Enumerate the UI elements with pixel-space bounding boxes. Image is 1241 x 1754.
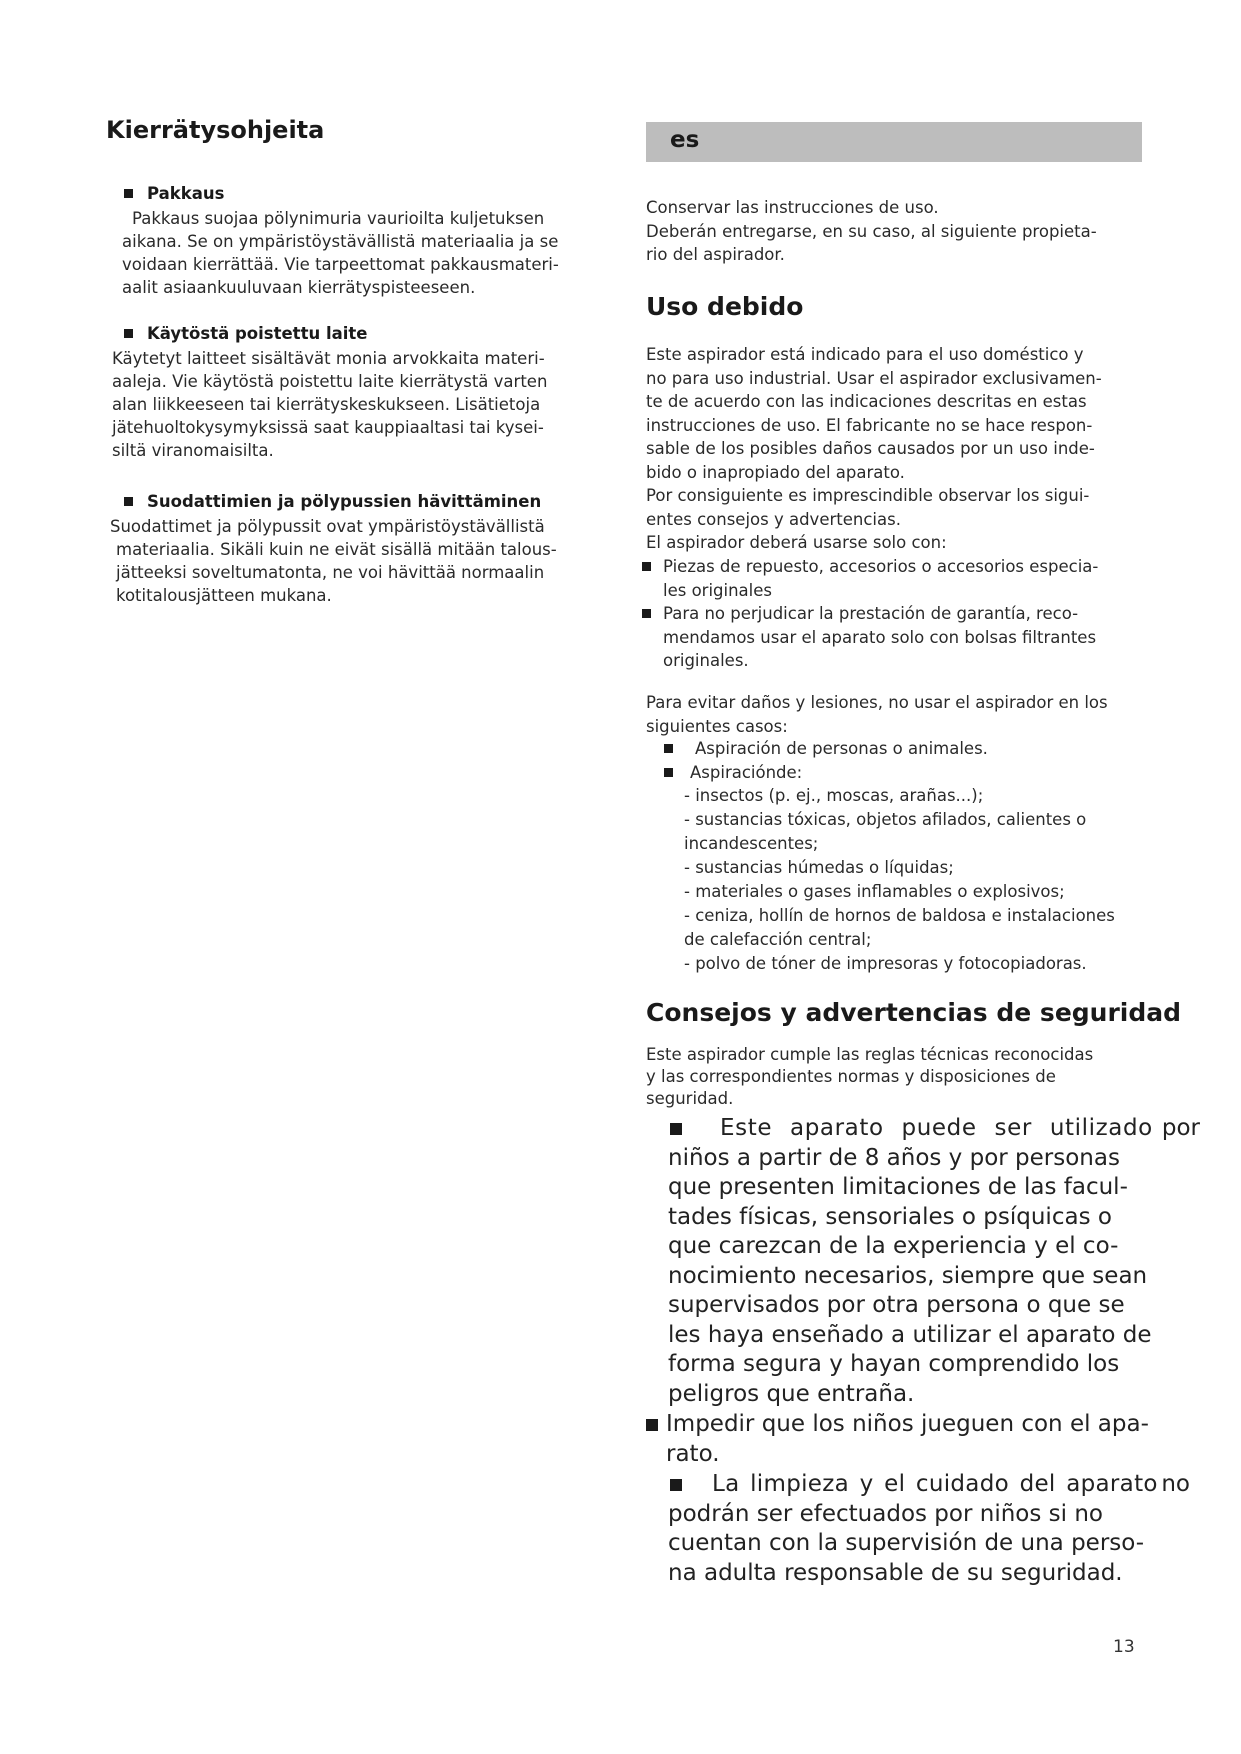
square-bullet-icon [646, 1419, 658, 1431]
avoid-intro: Para evitar daños y lesiones, no usar el aspirador en los siguientes casos: [646, 693, 1108, 736]
safety-bullet-2 [646, 1410, 1166, 1469]
uso-bullet-list [642, 555, 1152, 673]
fi-heading [124, 492, 624, 511]
square-bullet-icon [664, 768, 673, 777]
square-bullet-icon [124, 189, 133, 198]
uso-debido-text: Este aspirador está indicado para el uso doméstico y no para uso industrial. Usar el aspirador exclusivamen- te de acuerdo con las indicaciones descritas en estas instrucciones de uso. El fabricante no se hace respon- sable de los posibles daños causados por un uso inde- bido o inapropiado del aparato. Por consiguiente es imprescindible observar los sigui- entes consejos y advertencias. El aspirador deberá usarse solo con: [646, 345, 1102, 552]
fi-paragraph: Käytetyt laitteet sisältävät monia arvokkaita materi- aaleja. Vie käytöstä poistettu laite kierrätystä varten alan liikkeeseen tai kierrätyskeskukseen. Lisätietoja jätehuoltokysymyksissä saat kauppiaaltasi tai kysei- siltä viranomaisilta. [112, 349, 548, 460]
uso-debido-title: Uso debido [646, 292, 804, 321]
fi-heading [124, 324, 624, 343]
fi-section-kaytosta [112, 324, 624, 462]
es-intro: Conservar las instrucciones de uso. Deberán entregarse, en su caso, al siguiente propieta- rio del aspirador. [646, 198, 1097, 264]
safety-intro: Este aspirador cumple las reglas técnicas reconocidas y las correspondientes normas y disposiciones de seguridad. [646, 1045, 1094, 1108]
square-bullet-icon [642, 562, 651, 571]
square-bullet-icon [670, 1479, 682, 1491]
safety-title: Consejos y advertencias de seguridad [646, 998, 1182, 1027]
list-item: Impedir que los niños jueguen con el apa- rato. [646, 1410, 1166, 1469]
square-bullet-icon [670, 1123, 682, 1135]
list-item: Aspiraciónde: [664, 761, 1144, 785]
list-item: Para no perjudicar la prestación de garantía, reco- mendamos usar el aparato solo con bolsas filtrantes originales. [642, 602, 1152, 673]
square-bullet-icon [124, 497, 133, 506]
fi-paragraph: Pakkaus suojaa pölynimuria vaurioilta kuljetuksen aikana. Se on ympäristöystävällistä materiaalia ja se voidaan kierrättää. Vie tarpeettomat pakkausmateri- aalit asiaankuuluvaan kierrätyspisteeseen. [122, 209, 559, 297]
fi-heading-text: Käytöstä poistettu laite [147, 324, 368, 343]
safety-bullet-1: Este aparato puede ser utilizado por niños a partir de 8 años y por personas que presenten limitaciones de las facul- tades físicas, sensoriales o psíquicas o que carezcan de la experiencia y el co- nocimiento necesarios, siempre que sean supervisados por otra persona o que se les haya enseñado a utilizar el aparato de forma segura y hayan comprendido los peligros que entraña. [668, 1115, 1200, 1407]
avoid-bullet-list [664, 737, 1144, 784]
square-bullet-icon [642, 609, 651, 618]
fi-page-title: Kierrätysohjeita [106, 116, 325, 144]
list-item: Aspiración de personas o animales. [664, 737, 1144, 761]
fi-paragraph: Suodattimet ja pölypussit ovat ympäristöystävällistä materiaalia. Sikäli kuin ne eivät sisällä mitään talous- jätteeksi soveltumatonta, ne voi hävittää normaalin kotitalousjätteen mukana. [110, 517, 557, 605]
fi-heading [124, 184, 624, 203]
square-bullet-icon [664, 744, 673, 753]
fi-section-suodattimien [110, 492, 624, 607]
language-bar [646, 122, 1142, 162]
safety-bullet-3: La limpieza y el cuidado del aparato no podrán ser efectuados por niños si no cuentan con la supervisión de una perso- na adulta responsable de su seguridad. [668, 1471, 1190, 1586]
language-code: es [670, 127, 700, 153]
square-bullet-icon [124, 329, 133, 338]
list-item: Piezas de repuesto, accesorios o accesorios especia- les originales [642, 555, 1152, 602]
avoid-sublist: - insectos (p. ej., moscas, arañas...); - sustancias tóxicas, objetos afilados, calientes o incandescentes; - sustancias húmedas o líquidas; - materiales o gases inflamables o explosivos; - ceniza, hollín de hornos de baldosa e instalaciones de calefacción central; - polvo de tóner de impresoras y fotocopiadoras. [684, 786, 1115, 973]
page-number: 13 [1113, 1637, 1135, 1657]
fi-heading-text: Pakkaus [147, 184, 225, 203]
fi-section-pakkaus [124, 184, 624, 299]
fi-heading-text: Suodattimien ja pölypussien hävittäminen [147, 492, 542, 511]
